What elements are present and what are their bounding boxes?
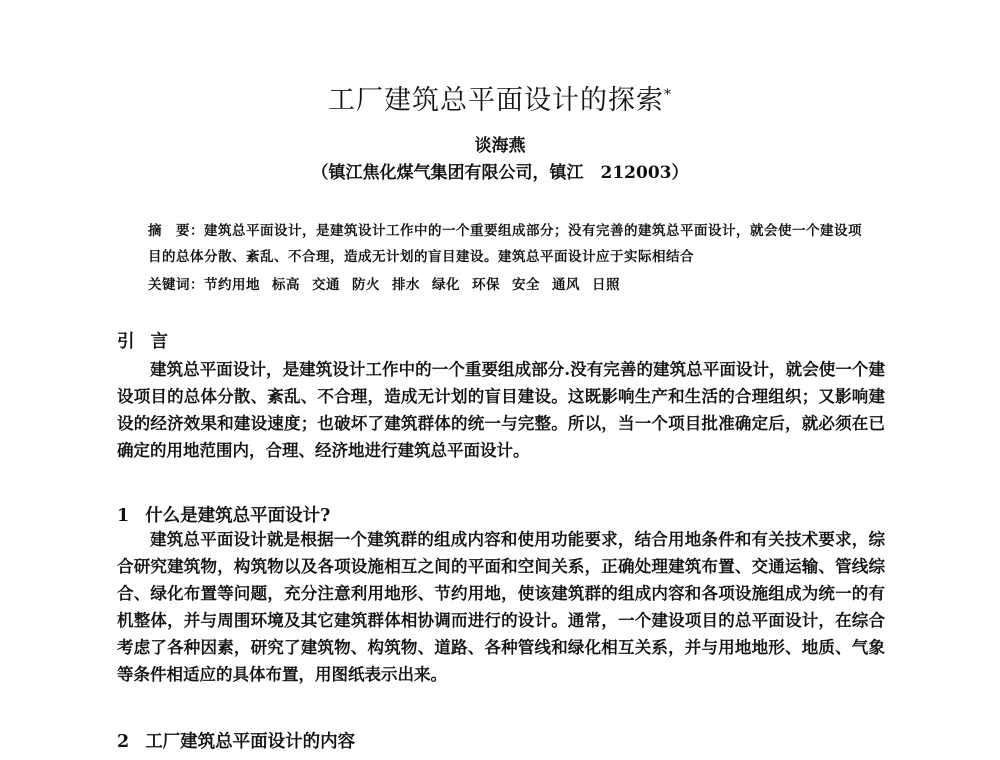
keyword: 标高 (272, 277, 300, 293)
title-footnote-mark: * (664, 87, 672, 103)
section-title: 什么是建筑总平面设计? (145, 506, 331, 526)
keyword: 节约用地 (204, 277, 260, 293)
abstract-text: 建筑总平面设计，是建筑设计工作中的一个重要组成部分；没有完善的建筑总平面设计，就会使一个建设项目的总体分散、紊乱、不合理，造成无计划的盲目建设。建筑总平面设计应于实际相结合 (148, 223, 862, 265)
section-number: 2 (117, 732, 130, 752)
section-heading-intro (117, 328, 168, 353)
paper-title-text: 工厂建筑总平面设计的探索 (328, 85, 664, 116)
section-title: 言 (150, 332, 168, 352)
abstract (148, 218, 873, 270)
keyword: 通风 (552, 277, 580, 293)
keyword: 排水 (392, 277, 420, 293)
author-name: 谈海燕 (474, 136, 526, 156)
section-paragraph-intro: 建筑总平面设计，是建筑设计工作中的一个重要组成部分.没有完善的建筑总平面设计，就会使一个建设项目的总体分散、紊乱、不合理，造成无计划的盲目建设。这既影响生产和生活的合理组织；又影响建设的经济效果和建设速度；也破坏了建筑群体的统一与完整。所以，当一个项目批准确定后，就必须在已确定的用地范围内，合理、经济地进行建筑总平面设计。 (117, 360, 885, 460)
keyword: 环保 (472, 277, 500, 293)
section-number: 1 (117, 506, 130, 526)
section-heading-2 (117, 728, 355, 753)
paper-title (0, 78, 1000, 117)
keywords-label: 关键词： (148, 277, 204, 293)
author-affiliation: （镇江焦化煤气集团有限公司，镇江 212003） (311, 163, 689, 183)
keywords (148, 272, 873, 298)
keyword: 绿化 (432, 277, 460, 293)
section-heading-1 (117, 502, 330, 527)
section-number: 引 (117, 332, 135, 352)
keyword: 日照 (592, 277, 620, 293)
section-title: 工厂建筑总平面设计的内容 (145, 732, 356, 752)
keyword: 安全 (512, 277, 540, 293)
section-paragraph-1: 建筑总平面设计就是根据一个建筑群的组成内容和使用功能要求，结合用地条件和有关技术要求，综合研究建筑物，构筑物以及各项设施相互之间的平面和空间关系，正确处理建筑布置、交通运输、管线综合、绿化布置等问题，充分注意利用地形、节约用地，使该建筑群的组成内容和各项设施组成为统一的有机整体，并与周围环境及其它建筑群体相协调而进行的设计。通常，一个建设项目的总平面设计，在综合考虑了各种因素，研究了建筑物、构筑物、道路、各种管线和绿化相互关系，并与用地地形、地质、气象等条件相适应的具体布置，用图纸表示出来。 (117, 530, 885, 684)
keyword: 防火 (352, 277, 380, 293)
keyword: 交通 (312, 277, 340, 293)
abstract-label: 摘 要： (148, 223, 204, 239)
